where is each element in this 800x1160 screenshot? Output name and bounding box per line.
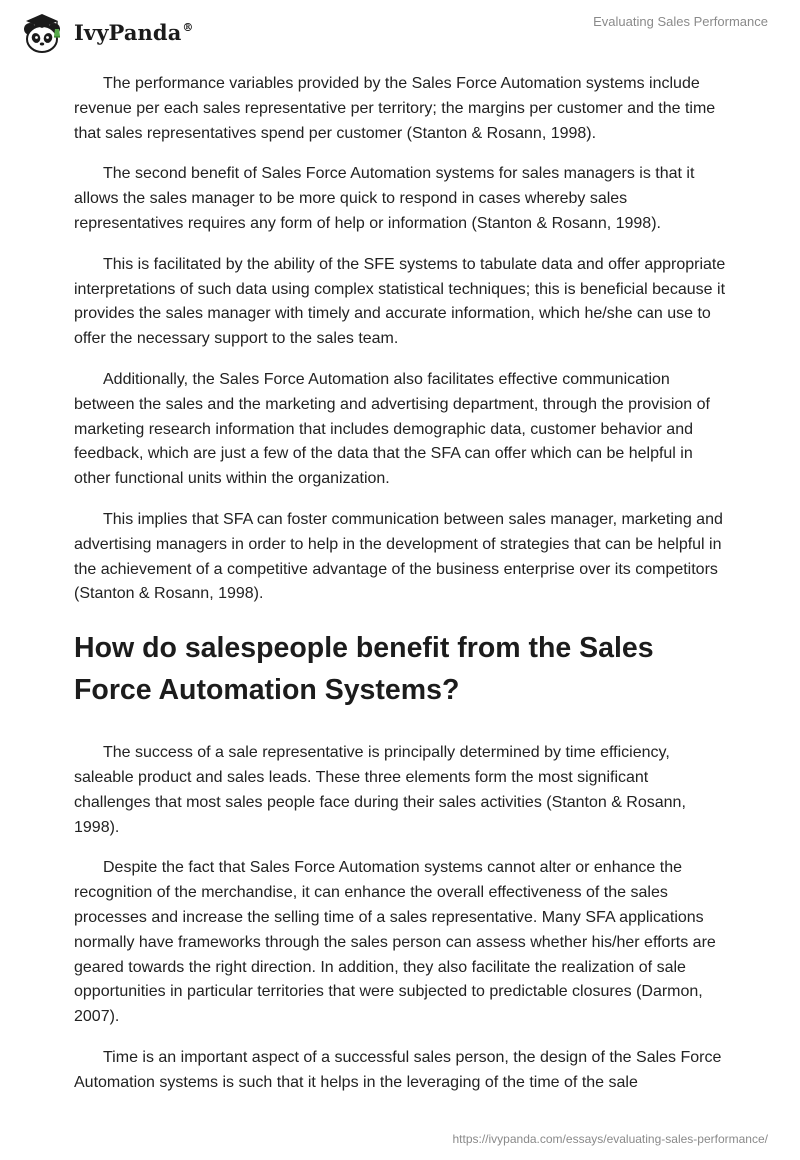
brand-name xyxy=(74,20,194,45)
document-title: Evaluating Sales Performance xyxy=(593,14,768,29)
page-header xyxy=(0,0,800,60)
essay-body xyxy=(74,72,726,1112)
panda-graduate-icon xyxy=(14,9,70,55)
source-url[interactable]: https://ivypanda.com/essays/evaluating-sales-performance/ xyxy=(452,1132,768,1146)
paragraph: The success of a sale representative is principally determined by time efficiency, saleable product and sales leads. These three elements form the most significant challenges that most sales people face during their sales activities (Stanton & Rosann, 1998). xyxy=(74,744,686,836)
paragraph: The second benefit of Sales Force Automation systems for sales managers is that it allows the sales manager to be more quick to respond in cases whereby sales representatives requires any form of help or information (Stanton & Rosann, 1998). xyxy=(74,165,695,232)
brand-name-text: IvyPanda xyxy=(74,19,182,45)
paragraph: Despite the fact that Sales Force Automation systems cannot alter or enhance the recognition of the merchandise, it can enhance the overall effectiveness of the sales processes and increase the selling time of a sales representative. Many SFA applications normally have frameworks through the sales person can assess whether his/her efforts are geared towards the right direction. In addition, they also facilitate the realization of sale opportunities in particular territories that were subjected to predictable closures (Darmon, 2007). xyxy=(74,859,716,1026)
paragraph: Time is an important aspect of a successful sales person, the design of the Sales Force Automation systems is such that it helps in the leveraging of the time of the sale xyxy=(74,1048,722,1091)
registered-mark: ® xyxy=(182,20,194,34)
paragraph: This implies that SFA can foster communication between sales manager, marketing and advertising managers in order to help in the development of strategies that can be helpful in the achievement of a competitive advantage of the business enterprise over its competitors (Stanton & Rosann, 1998). xyxy=(74,510,723,603)
paragraph: The performance variables provided by the Sales Force Automation systems include revenue per each sales representative per territory; the margins per customer and the time that sales representatives spend per customer (Stanton & Rosann, 1998). xyxy=(74,75,716,142)
section-heading: How do salespeople benefit from the Sales Force Automation Systems? xyxy=(74,632,654,707)
ivypanda-logo[interactable] xyxy=(14,9,194,55)
paragraph: Additionally, the Sales Force Automation also facilitates effective communication between the sales and the marketing and advertising department, through the provision of marketing research information that includes demographic data, customer behavior and feedback, which are just a few of the data that the SFA can offer which can be helpful in other functional units within the organization. xyxy=(74,370,710,488)
paragraph: This is facilitated by the ability of the SFE systems to tabulate data and offer appropriate interpretations of such data using complex statistical techniques; this is beneficial because it provides the sales manager with timely and accurate information, which he/she can use to offer the necessary support to the sales team. xyxy=(74,255,726,348)
